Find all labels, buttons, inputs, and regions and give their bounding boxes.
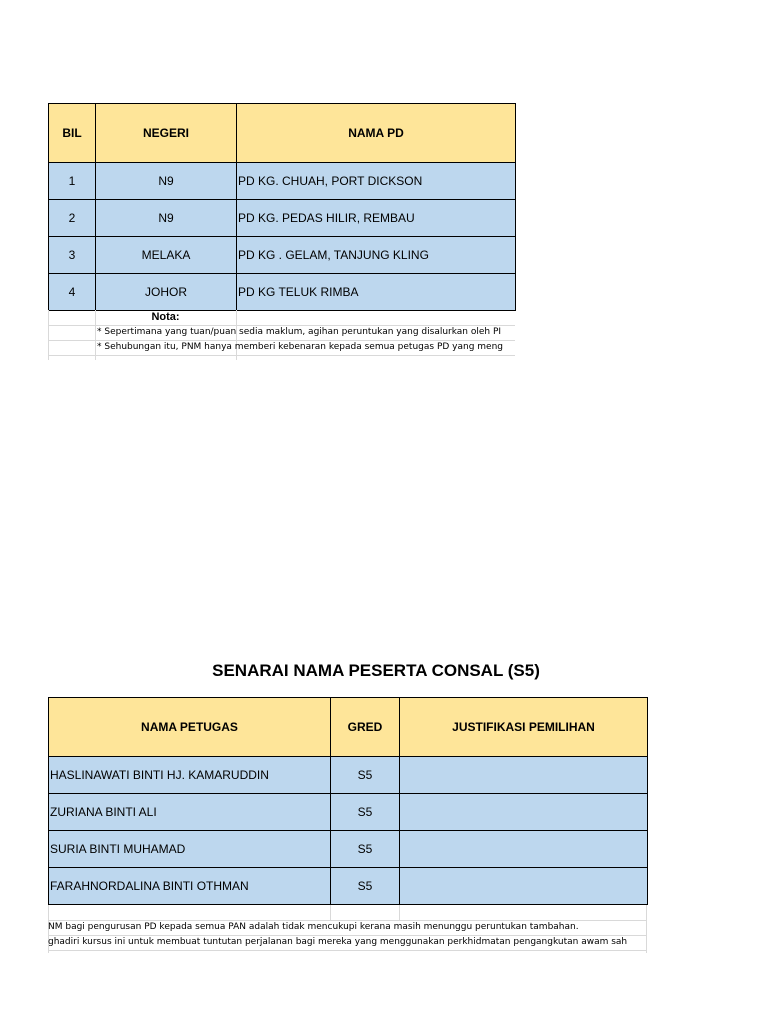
cell-justifikasi (400, 831, 648, 868)
header-gred: GRED (331, 698, 400, 757)
pd-table (48, 103, 516, 311)
cell-negeri: JOHOR (96, 274, 237, 311)
cell-gred: S5 (331, 794, 400, 831)
pd-table-notes (48, 310, 515, 360)
cell-negeri: MELAKA (96, 237, 237, 274)
cell-justifikasi (400, 757, 648, 794)
table-row (49, 163, 516, 200)
peserta-table-header-row (49, 698, 648, 757)
cell-bil: 3 (49, 237, 96, 274)
header-bil: BIL (49, 104, 96, 163)
cell-nama-petugas: FARAHNORDALINA BINTI OTHMAN (49, 868, 331, 905)
cell-justifikasi (400, 868, 648, 905)
cell-gred: S5 (331, 757, 400, 794)
note-line: * Sepertimana yang tuan/puan sedia maklum, agihan peruntukan yang disalurkan oleh PI (97, 327, 502, 337)
header-nama-petugas: NAMA PETUGAS (49, 698, 331, 757)
cell-nama-pd: PD KG. CHUAH, PORT DICKSON (237, 163, 516, 200)
cell-gred: S5 (331, 868, 400, 905)
note-line: ghadiri kursus ini untuk membuat tuntutan perjalanan bagi mereka yang menggunakan perkhidmatan pengangkutan awam sah (48, 937, 628, 947)
note-line: * Sehubungan itu, PNM hanya memberi kebenaran kepada semua petugas PD yang meng (97, 342, 503, 352)
table-row (49, 200, 516, 237)
table-row (49, 757, 648, 794)
cell-nama-petugas: HASLINAWATI BINTI HJ. KAMARUDDIN (49, 757, 331, 794)
header-justifikasi: JUSTIFIKASI PEMILIHAN (400, 698, 648, 757)
cell-negeri: N9 (96, 200, 237, 237)
peserta-table (48, 697, 648, 905)
header-negeri: NEGERI (96, 104, 237, 163)
table-row (49, 237, 516, 274)
cell-nama-pd: PD KG. PEDAS HILIR, REMBAU (237, 200, 516, 237)
cell-gred: S5 (331, 831, 400, 868)
page-title: SENARAI NAMA PESERTA CONSAL (S5) (212, 661, 540, 680)
cell-nama-petugas: SURIA BINTI MUHAMAD (49, 831, 331, 868)
table-row (49, 794, 648, 831)
table-row (49, 868, 648, 905)
header-nama-pd: NAMA PD (237, 104, 516, 163)
cell-negeri: N9 (96, 163, 237, 200)
cell-justifikasi (400, 794, 648, 831)
cell-nama-pd: PD KG TELUK RIMBA (237, 274, 516, 311)
peserta-table-notes (48, 905, 647, 953)
pd-table-header-row (49, 104, 516, 163)
cell-bil: 4 (49, 274, 96, 311)
table-row (49, 274, 516, 311)
nota-label: Nota: (151, 311, 180, 323)
cell-nama-petugas: ZURIANA BINTI ALI (49, 794, 331, 831)
cell-bil: 2 (49, 200, 96, 237)
cell-bil: 1 (49, 163, 96, 200)
table-row (49, 831, 648, 868)
note-line: NM bagi pengurusan PD kepada semua PAN adalah tidak mencukupi kerana masih menunggu peruntukan tambahan. (48, 922, 579, 932)
cell-nama-pd: PD KG . GELAM, TANJUNG KLING (237, 237, 516, 274)
